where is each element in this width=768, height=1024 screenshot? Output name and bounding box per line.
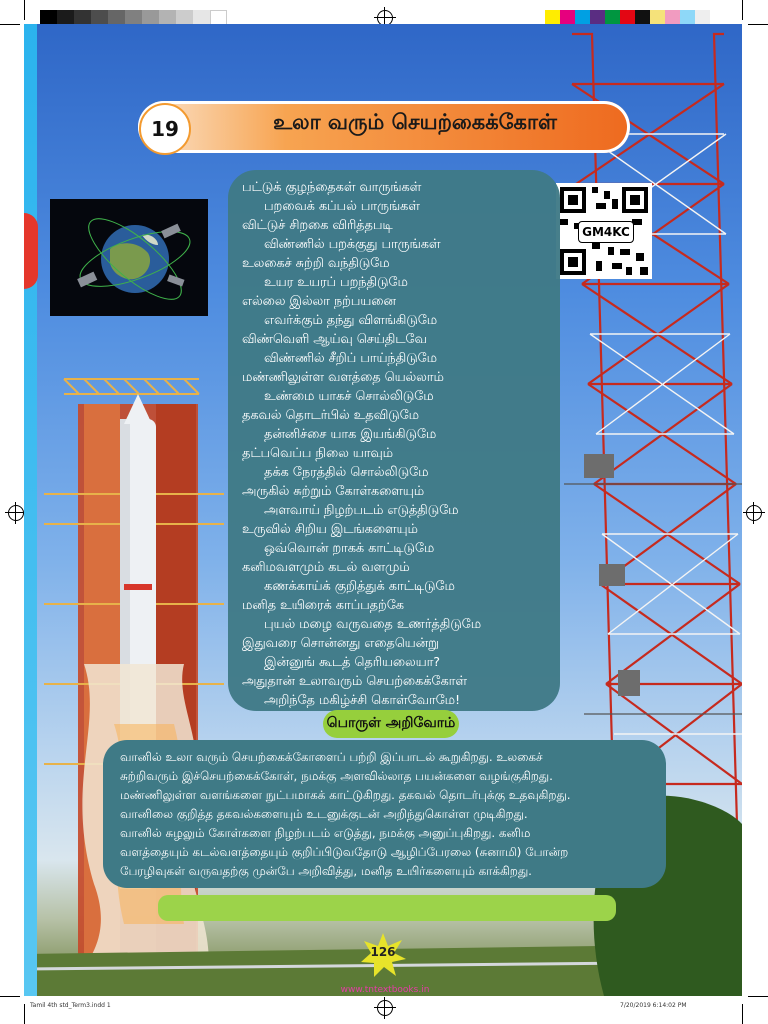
poem-line: அளவாய் நிழற்படம் எடுத்திடுமே bbox=[264, 503, 459, 518]
footer-url[interactable]: www.tntextbooks.in bbox=[340, 985, 430, 995]
poem-line: தக்க நேரத்தில் சொல்லிடுமே bbox=[264, 465, 429, 480]
crop-mark bbox=[24, 0, 25, 20]
poem-line: உயர உயரப் பறந்திடுமே bbox=[264, 275, 408, 290]
poem-line: அதுதான் உலாவரும் செயற்கைக்கோள் bbox=[242, 674, 467, 689]
lesson-title: உலா வரும் செயற்கைக்கோள் bbox=[273, 110, 557, 134]
crop-mark bbox=[0, 24, 20, 25]
gray-calibration-strip bbox=[40, 10, 227, 25]
crop-mark bbox=[24, 1004, 25, 1024]
meaning-line: வானில் சுழலும் கோள்களை நிழற்படம் எடுத்து, நமக்கு அனுப்புகிறது. கனிம bbox=[120, 826, 531, 840]
poem-line: பறவைக் கப்பல் பாருங்கள் bbox=[264, 199, 420, 214]
meaning-line: சுற்றிவரும் இச்செயற்கைக்கோள், நமக்கு அளவில்லாத பயன்களை வழங்குகிறது. bbox=[120, 769, 553, 783]
left-edge-band bbox=[24, 24, 37, 996]
poem-line: தகவல் தொடர்பில் உதவிடுமே bbox=[242, 408, 419, 423]
print-timestamp: 7/20/2019 6:14:02 PM bbox=[620, 1002, 687, 1009]
poem-line: விண்ணில் சீறிப் பாய்ந்திடுமே bbox=[264, 351, 437, 366]
crop-mark bbox=[0, 996, 20, 997]
poem-line: தன்னிச்சை யாக இயங்கிடுமே bbox=[264, 427, 437, 442]
poem-line: தட்பவெப்ப நிலை யாவும் bbox=[242, 446, 393, 461]
satellite-image bbox=[50, 199, 208, 316]
lesson-number-badge: 19 bbox=[139, 103, 191, 155]
poem-line: இதுவரை சொன்னது எதையென்று bbox=[242, 636, 439, 651]
crop-mark bbox=[742, 0, 743, 20]
registration-mark-right bbox=[746, 505, 762, 521]
poem-line: விண்வெளி ஆய்வு செய்திடவே bbox=[242, 332, 427, 347]
left-edge-tab bbox=[24, 213, 38, 289]
crop-mark bbox=[748, 996, 768, 997]
decorative-green-bar bbox=[158, 895, 616, 921]
poem-line: அறிந்தே மகிழ்ச்சி கொள்வோமே! bbox=[264, 693, 461, 708]
poem-line: உருவில் சிறிய இடங்களையும் bbox=[242, 522, 418, 537]
color-calibration-strip bbox=[545, 10, 710, 25]
poem-line: கனிமவளமும் கடல் வளமும் bbox=[242, 560, 410, 575]
file-slug: Tamil 4th std_Term3.indd 1 bbox=[30, 1002, 111, 1009]
poem-line: எவர்க்கும் தந்து விளங்கிடுமே bbox=[264, 313, 438, 328]
poem-line: பட்டுக் குழந்தைகள் வாருங்கள் bbox=[242, 180, 422, 195]
page-number: 126 bbox=[370, 945, 396, 959]
poem-line: மனித உயிரைக் காப்பதற்கே bbox=[242, 598, 404, 613]
meaning-line: வானிலை குறித்த தகவல்களையும் உடனுக்குடன் அறிந்துகொள்ள முடிகிறது. bbox=[120, 807, 528, 821]
poem-line: விட்டுச் சிறகை விரித்தபடி bbox=[242, 218, 393, 233]
meaning-line: வளத்தையும் கடல்வளத்தையும் குறிப்பிடுவதோடு ஆழிப்பேரலை (சுனாமி) போன்ற bbox=[120, 845, 569, 859]
crop-mark bbox=[748, 24, 768, 25]
registration-mark-left bbox=[8, 505, 24, 521]
poem-line: புயல் மழை வருவதை உணர்த்திடுமே bbox=[264, 617, 482, 632]
poem-line: இன்னுங் கூடத் தெரியலையா? bbox=[264, 655, 441, 670]
poem-line: விண்ணில் பறக்குது பாருங்கள் bbox=[264, 237, 441, 252]
poem-line: மண்ணிலுள்ள வளத்தை யெல்லாம் bbox=[242, 370, 444, 385]
poem-line: உலகைச் சுற்றி வந்திடுமே bbox=[242, 256, 390, 271]
poem-line: கணக்காய்க் குறித்துக் காட்டிடுமே bbox=[264, 579, 455, 594]
qr-code-label: GM4KC bbox=[578, 221, 634, 243]
crop-mark bbox=[742, 1004, 743, 1024]
poem-line: எல்லை இல்லா நற்பயனை bbox=[242, 294, 396, 309]
meaning-line: வானில் உலா வரும் செயற்கைக்கோளைப் பற்றி இப்பாடல் கூறுகிறது. உலகைச் bbox=[120, 750, 543, 764]
satellite-over-earth-icon bbox=[50, 199, 208, 316]
poem-line: உண்மை யாகச் சொல்லிடுமே bbox=[264, 389, 434, 404]
meaning-line: மண்ணிலுள்ள வளங்களை நுட்பமாகக் காட்டுகிறது. தகவல் தொடர்புக்கு உதவுகிறது. bbox=[120, 788, 571, 802]
meaning-heading: பொருள் அறிவோம் bbox=[323, 710, 459, 738]
poem-line: அருகில் சுற்றும் கோள்களையும் bbox=[242, 484, 424, 499]
poem-line: ஒவ்வொன் றாகக் காட்டிடுமே bbox=[264, 541, 435, 556]
registration-mark-bottom bbox=[377, 1000, 393, 1016]
meaning-line: பேரழிவுகள் வருவதற்கு முன்பே அறிவித்து, மனித உயிர்களையும் காக்கிறது. bbox=[120, 864, 532, 878]
